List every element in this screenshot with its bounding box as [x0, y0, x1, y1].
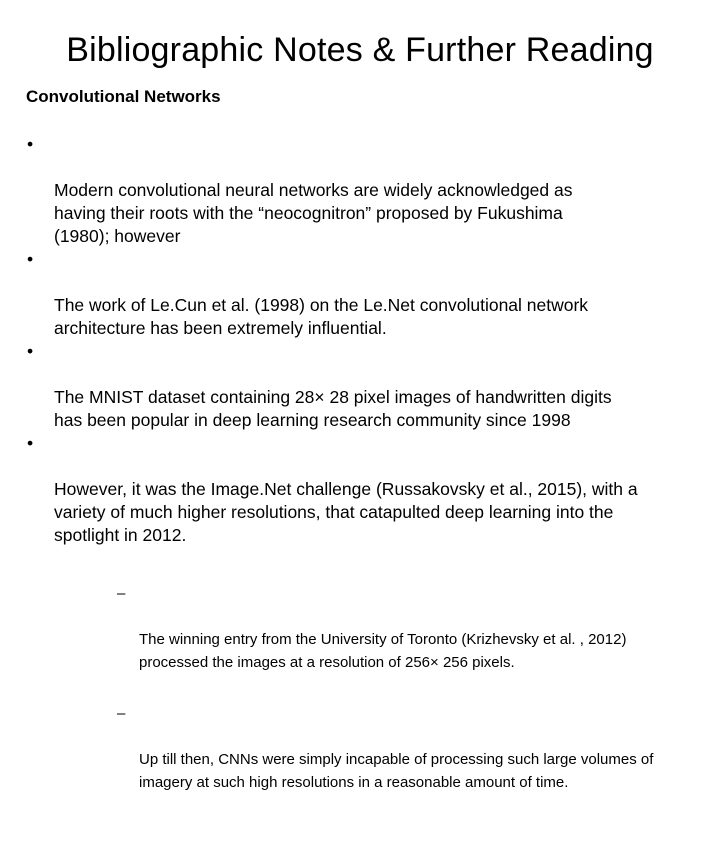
section-subheading: Convolutional Networks	[26, 87, 221, 106]
bullet-marker: •	[27, 249, 34, 269]
bullet-item	[0, 340, 720, 432]
slide-title: Bibliographic Notes & Further Reading	[66, 31, 654, 69]
bullet-list	[0, 133, 720, 845]
bullet-item	[0, 248, 720, 340]
bullet-text: Modern convolutional neural networks are widely acknowledged as having their roots with the “neocognitron” proposed by Fukushima (1980); however	[54, 180, 573, 246]
bullet-marker: •	[27, 433, 34, 453]
bullet-marker: •	[27, 341, 34, 361]
sub-bullet-marker: –	[117, 705, 126, 722]
sub-bullet-text: Up till then, CNNs were simply incapable of processing such large volumes of imagery at such high resolutions in a reasonable amount of time.	[139, 751, 654, 791]
sub-bullet-item	[54, 702, 714, 794]
bullet-text: However, it was the Image.Net challenge (Russakovsky et al., 2015), with a variety of much higher resolutions, that catapulted deep learning into the spotlight in 2012.	[54, 479, 638, 545]
bullet-marker: •	[27, 134, 34, 154]
bullet-text: The work of Le.Cun et al. (1998) on the Le.Net convolutional network architecture has been extremely influential.	[54, 295, 589, 338]
sub-bullet-item	[54, 582, 714, 674]
sub-bullet-text: The winning entry from the University of Toronto (Krizhevsky et al. , 2012) processed the images at a resolution of 256× 256 pixels.	[139, 631, 627, 671]
bullet-item	[0, 432, 720, 845]
sub-bullet-marker: –	[117, 585, 126, 602]
bullet-item	[0, 133, 720, 248]
sub-bullet-list	[54, 547, 714, 822]
bullet-text: The MNIST dataset containing 28× 28 pixel images of handwritten digits has been popular in deep learning research community since 1998	[54, 387, 612, 430]
